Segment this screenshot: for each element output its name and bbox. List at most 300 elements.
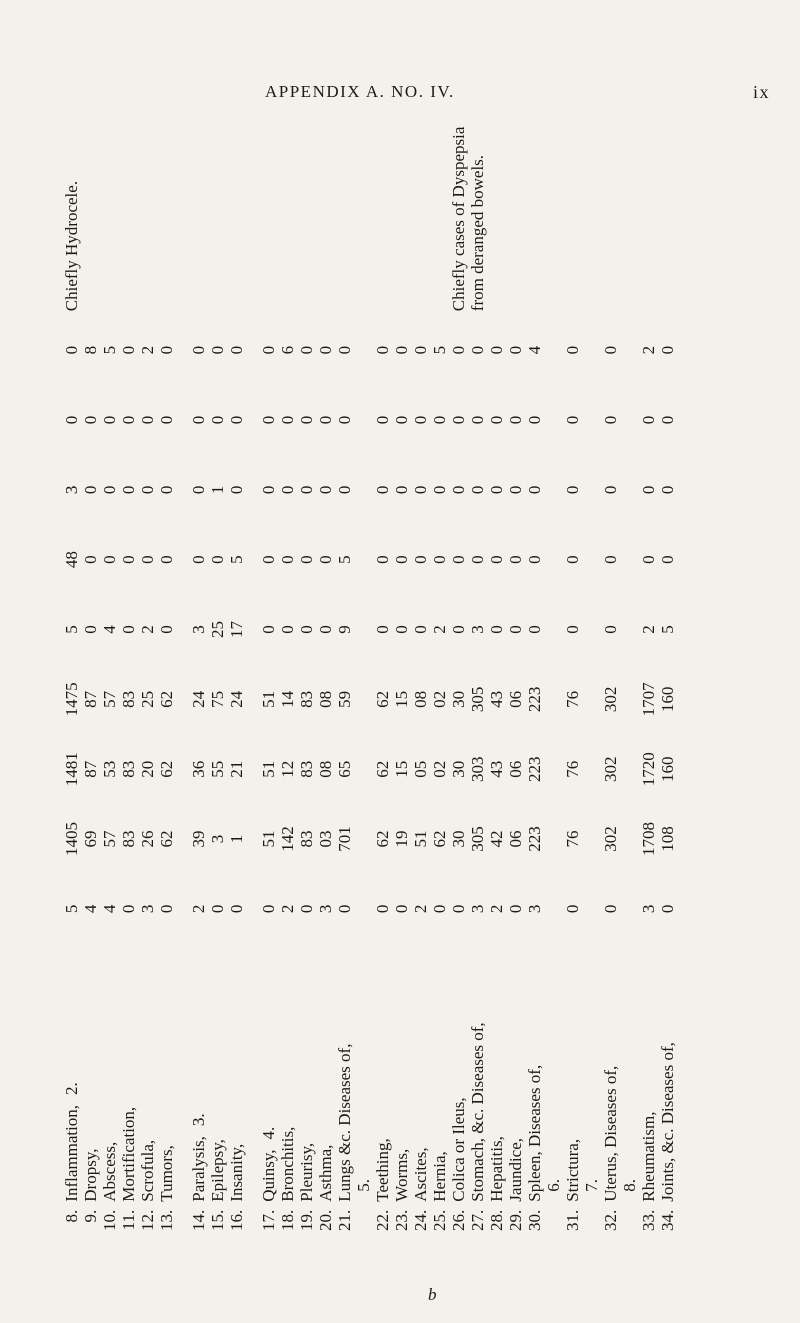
count-cell: 0 — [335, 485, 354, 495]
count-cell: 43 — [487, 690, 506, 708]
count-cell: 83 — [119, 830, 138, 848]
count-cell: 30 — [449, 690, 468, 708]
disease-label — [157, 944, 176, 1206]
count-cell: 26 — [138, 830, 157, 848]
disease-name: Teething, — [373, 1138, 392, 1202]
count-cell: 0 — [259, 485, 278, 495]
table-row — [278, 105, 297, 1245]
disease-name: Mortification, — [119, 1106, 138, 1202]
count-cell — [544, 315, 563, 385]
count-cell: 0 — [100, 485, 119, 495]
count-cell: 0 — [157, 485, 176, 495]
count-cell: 0 — [278, 555, 297, 564]
table-row — [335, 105, 354, 1245]
disease-name: Hernia, — [430, 1151, 449, 1202]
row-number: 8. — [62, 1209, 81, 1223]
row-number: 19. — [297, 1209, 316, 1231]
count-cell: 0 — [373, 555, 392, 564]
count-cell: 87 — [81, 760, 100, 778]
remarks-cell — [392, 105, 411, 315]
disease-name: Tumors, — [157, 1145, 176, 1202]
remarks-cell: from deranged bowels. — [468, 154, 487, 312]
count-cell: 1720 — [639, 752, 658, 787]
disease-name: Paralysis, — [189, 1136, 208, 1202]
count-cell: 62 — [373, 830, 392, 848]
count-cell — [582, 595, 601, 665]
count-cell: 0 — [392, 904, 411, 914]
remarks-cell — [259, 105, 278, 315]
count-cell: 0 — [316, 555, 335, 564]
remarks-cell: Chiefly cases of Dyspepsia — [449, 126, 468, 312]
remarks-cell — [119, 105, 138, 315]
count-cell: 0 — [100, 555, 119, 564]
count-cell: 0 — [411, 625, 430, 634]
count-cell: 62 — [373, 690, 392, 708]
count-cell: 75 — [208, 690, 227, 708]
count-cell — [544, 595, 563, 665]
count-cell — [544, 385, 563, 455]
count-cell — [354, 525, 373, 595]
count-cell: 4 — [81, 904, 100, 914]
count-cell: 69 — [81, 830, 100, 848]
count-cell: 0 — [658, 345, 677, 355]
count-cell: 0 — [335, 904, 354, 914]
count-cell: 0 — [189, 415, 208, 425]
disease-label — [316, 944, 335, 1206]
count-cell: 0 — [392, 555, 411, 564]
count-cell: 76 — [563, 690, 582, 708]
remarks-cell — [430, 105, 449, 315]
count-cell: 3 — [525, 904, 544, 914]
count-cell: 20 — [138, 760, 157, 778]
count-cell — [582, 734, 601, 804]
row-number: 28. — [487, 1209, 506, 1231]
count-cell: 0 — [297, 904, 316, 914]
remarks-cell — [658, 105, 677, 315]
disease-label — [354, 944, 373, 1206]
count-cell: 0 — [373, 904, 392, 914]
disease-label — [81, 944, 100, 1206]
disease-name: Joints, &c. Diseases of, — [658, 1042, 677, 1202]
count-cell: 0 — [563, 485, 582, 495]
remarks-cell — [81, 105, 100, 315]
count-cell: 0 — [335, 345, 354, 355]
table-body — [62, 105, 677, 1245]
table-row — [544, 105, 563, 1245]
count-cell — [620, 804, 639, 874]
table-row — [506, 105, 525, 1245]
count-cell: 223 — [525, 756, 544, 782]
count-cell: 08 — [316, 690, 335, 708]
count-cell: 0 — [487, 485, 506, 495]
count-cell: 0 — [601, 485, 620, 495]
count-cell: 0 — [138, 485, 157, 495]
category-number: 5. — [354, 1178, 373, 1192]
count-cell: 0 — [157, 904, 176, 914]
count-cell: 2 — [639, 625, 658, 634]
remarks-cell — [639, 105, 658, 315]
disease-label — [100, 944, 119, 1206]
count-cell: 2 — [138, 345, 157, 355]
count-cell: 0 — [525, 555, 544, 564]
row-number: 23. — [392, 1209, 411, 1231]
disease-label — [582, 944, 601, 1206]
remarks-cell: Chiefly Hydrocele. — [62, 180, 81, 312]
remarks-cell — [601, 105, 620, 315]
row-number — [544, 1206, 563, 1245]
page-number: ix — [752, 82, 770, 102]
count-cell: 62 — [430, 830, 449, 848]
count-cell: 0 — [157, 345, 176, 355]
count-cell: 0 — [157, 625, 176, 634]
disease-label — [639, 944, 658, 1206]
count-cell: 0 — [259, 555, 278, 564]
count-cell: 0 — [189, 485, 208, 495]
count-cell: 0 — [601, 904, 620, 914]
category-number: 8. — [620, 1178, 639, 1192]
count-cell: 0 — [189, 555, 208, 564]
count-cell: 59 — [335, 690, 354, 708]
count-cell: 0 — [316, 625, 335, 634]
row-number: 20. — [316, 1209, 335, 1231]
spacer-cell — [176, 105, 189, 1245]
disease-label — [189, 944, 208, 1206]
count-cell: 0 — [411, 555, 430, 564]
disease-label — [544, 944, 563, 1206]
table-row — [639, 105, 658, 1245]
count-cell: 25 — [138, 690, 157, 708]
row-number — [620, 1206, 639, 1245]
count-cell: 2 — [138, 625, 157, 634]
count-cell: 15 — [392, 760, 411, 778]
count-cell: 5 — [62, 904, 81, 914]
remarks-cell — [354, 105, 373, 315]
count-cell: 65 — [335, 760, 354, 778]
count-cell: 03 — [316, 830, 335, 848]
count-cell: 0 — [506, 904, 525, 914]
count-cell — [620, 874, 639, 944]
table-row — [354, 105, 373, 1245]
disease-label — [208, 944, 227, 1206]
count-cell: 0 — [119, 485, 138, 495]
count-cell: 0 — [411, 415, 430, 425]
remarks-cell — [189, 105, 208, 315]
disease-label — [449, 944, 468, 1206]
count-cell: 51 — [259, 830, 278, 848]
table-row — [601, 105, 620, 1245]
disease-name: Bronchitis, — [278, 1126, 297, 1202]
disease-name: Jaundice, — [506, 1137, 525, 1202]
count-cell: 0 — [506, 555, 525, 564]
disease-name: Inflammation, — [62, 1104, 81, 1202]
disease-label — [487, 944, 506, 1206]
count-cell: 0 — [119, 904, 138, 914]
row-number: 31. — [563, 1209, 582, 1231]
count-cell: 142 — [278, 826, 297, 852]
disease-name: Uterus, Diseases of, — [601, 1065, 620, 1202]
disease-label — [119, 944, 138, 1206]
count-cell: 17 — [227, 621, 246, 639]
count-cell: 39 — [189, 830, 208, 848]
count-cell: 3 — [468, 904, 487, 914]
row-number: 29. — [506, 1209, 525, 1231]
disease-label — [278, 944, 297, 1206]
row-number — [354, 1206, 373, 1245]
count-cell — [354, 734, 373, 804]
table-row — [373, 105, 392, 1245]
count-cell: 0 — [449, 415, 468, 425]
table-row — [208, 105, 227, 1245]
count-cell: 83 — [297, 690, 316, 708]
disease-name: Abscess, — [100, 1141, 119, 1202]
count-cell: 0 — [487, 625, 506, 634]
count-cell: 0 — [373, 485, 392, 495]
remarks-cell — [157, 105, 176, 315]
category-number: 3. — [189, 1113, 208, 1127]
count-cell: 36 — [189, 760, 208, 778]
count-cell: 0 — [81, 415, 100, 425]
count-cell: 62 — [157, 760, 176, 778]
count-cell: 02 — [430, 760, 449, 778]
count-cell: 0 — [449, 904, 468, 914]
table-row — [297, 105, 316, 1245]
count-cell: 0 — [297, 345, 316, 355]
count-cell — [582, 385, 601, 455]
count-cell — [620, 385, 639, 455]
count-cell: 48 — [62, 551, 81, 569]
count-cell: 2 — [411, 904, 430, 914]
count-cell: 0 — [392, 485, 411, 495]
count-cell: 0 — [658, 485, 677, 495]
count-cell: 0 — [316, 485, 335, 495]
disease-name: Colica or Ileus, — [449, 1097, 468, 1202]
count-cell: 0 — [208, 345, 227, 355]
disease-label — [259, 944, 278, 1206]
count-cell: 160 — [658, 686, 677, 713]
count-cell: 2 — [639, 345, 658, 355]
count-cell: 302 — [601, 756, 620, 782]
count-cell — [582, 874, 601, 944]
count-cell: 0 — [487, 415, 506, 425]
count-cell: 02 — [430, 690, 449, 708]
count-cell: 0 — [297, 485, 316, 495]
count-cell — [354, 874, 373, 944]
count-cell: 1 — [227, 834, 246, 844]
count-cell: 5 — [335, 555, 354, 564]
count-cell: 223 — [525, 826, 544, 852]
remarks-cell — [487, 105, 506, 315]
count-cell: 0 — [62, 345, 81, 355]
disease-name: Hepatitis, — [487, 1136, 506, 1202]
count-cell: 0 — [563, 415, 582, 425]
count-cell: 0 — [639, 555, 658, 564]
count-cell: 3 — [208, 834, 227, 844]
count-cell: 0 — [639, 415, 658, 425]
table-row — [138, 105, 157, 1245]
disease-label — [227, 944, 246, 1206]
row-number: 16. — [227, 1209, 246, 1231]
disease-label — [601, 944, 620, 1206]
rotated-table-wrapper — [62, 105, 762, 1245]
count-cell: 0 — [278, 485, 297, 495]
count-cell: 0 — [506, 345, 525, 355]
count-cell — [544, 664, 563, 734]
count-cell: 0 — [138, 415, 157, 425]
table-row — [81, 105, 100, 1245]
count-cell: 223 — [525, 686, 544, 713]
disease-name: Insanity, — [227, 1143, 246, 1202]
signature-mark: b — [428, 1285, 437, 1304]
count-cell — [620, 595, 639, 665]
table-row — [487, 105, 506, 1245]
disease-name: Epilepsy, — [208, 1139, 227, 1202]
count-cell: 0 — [430, 485, 449, 495]
remarks-cell — [525, 105, 544, 315]
table-row — [189, 105, 208, 1245]
remarks-cell — [544, 105, 563, 315]
table-row — [582, 105, 601, 1245]
disease-label — [563, 944, 582, 1206]
row-number — [582, 1206, 601, 1245]
row-number: 30. — [525, 1209, 544, 1231]
count-cell: 5 — [100, 345, 119, 355]
remarks-cell — [411, 105, 430, 315]
count-cell: 0 — [601, 345, 620, 355]
count-cell: 0 — [208, 555, 227, 564]
table-row — [525, 105, 544, 1245]
remarks-cell — [335, 105, 354, 315]
running-head-title: APPENDIX A. NO. IV. — [265, 82, 455, 101]
count-cell: 0 — [430, 415, 449, 425]
count-cell: 0 — [449, 625, 468, 634]
count-cell: 5 — [227, 555, 246, 564]
table-row — [620, 105, 639, 1245]
remarks-cell — [278, 105, 297, 315]
count-cell — [354, 315, 373, 385]
row-number: 9. — [81, 1209, 100, 1223]
table-row — [259, 105, 278, 1245]
count-cell: 0 — [373, 625, 392, 634]
table-row — [62, 105, 81, 1245]
count-cell: 4 — [525, 345, 544, 355]
row-number: 13. — [157, 1209, 176, 1231]
count-cell: 3 — [138, 904, 157, 914]
count-cell: 0 — [601, 415, 620, 425]
count-cell: 0 — [468, 485, 487, 495]
count-cell: 25 — [208, 621, 227, 639]
count-cell: 0 — [316, 415, 335, 425]
row-number: 33. — [639, 1209, 658, 1231]
count-cell: 0 — [119, 415, 138, 425]
count-cell: 1481 — [62, 752, 81, 787]
count-cell: 0 — [297, 555, 316, 564]
category-number: 2. — [62, 1082, 81, 1095]
count-cell: 51 — [411, 830, 430, 848]
disease-label — [138, 944, 157, 1206]
count-cell: 0 — [157, 555, 176, 564]
count-cell: 0 — [81, 625, 100, 634]
remarks-cell — [100, 105, 119, 315]
category-number: 4. — [259, 1126, 278, 1140]
table-row — [563, 105, 582, 1245]
disease-label — [468, 944, 487, 1206]
count-cell: 0 — [259, 904, 278, 914]
disease-label — [430, 944, 449, 1206]
count-cell: 12 — [278, 760, 297, 778]
disease-name: Ascites, — [411, 1147, 430, 1202]
row-spacer — [176, 105, 189, 1245]
table-row — [658, 105, 677, 1245]
count-cell: 51 — [259, 760, 278, 778]
count-cell: 0 — [189, 345, 208, 355]
count-cell: 83 — [119, 760, 138, 778]
count-cell: 0 — [525, 625, 544, 634]
count-cell: 0 — [563, 555, 582, 564]
row-number: 11. — [119, 1209, 138, 1231]
count-cell: 0 — [259, 625, 278, 634]
disease-name: Rheumatism, — [639, 1111, 658, 1202]
count-cell: 83 — [119, 690, 138, 708]
count-cell — [582, 455, 601, 525]
count-cell: 06 — [506, 830, 525, 848]
row-number: 18. — [278, 1209, 297, 1231]
row-number: 15. — [208, 1209, 227, 1231]
count-cell: 14 — [278, 690, 297, 708]
table-row — [392, 105, 411, 1245]
row-spacer — [246, 105, 259, 1245]
count-cell: 1405 — [62, 822, 81, 857]
count-cell: 0 — [506, 485, 525, 495]
count-cell: 0 — [506, 415, 525, 425]
row-number: 17. — [259, 1209, 278, 1231]
disease-label — [506, 944, 525, 1206]
count-cell: 24 — [189, 690, 208, 708]
count-cell: 0 — [468, 415, 487, 425]
count-cell: 0 — [81, 485, 100, 495]
category-number: 7. — [582, 1178, 601, 1192]
count-cell: 0 — [449, 555, 468, 564]
count-cell: 21 — [227, 760, 246, 778]
count-cell: 5 — [430, 345, 449, 355]
count-cell: 0 — [601, 625, 620, 634]
count-cell: 0 — [227, 415, 246, 425]
count-cell: 0 — [563, 345, 582, 355]
count-cell: 0 — [487, 345, 506, 355]
count-cell: 0 — [658, 415, 677, 425]
count-cell: 15 — [392, 690, 411, 708]
count-cell: 0 — [411, 345, 430, 355]
count-cell — [354, 595, 373, 665]
count-cell: 0 — [335, 415, 354, 425]
count-cell: 1 — [208, 485, 227, 495]
count-cell: 0 — [119, 555, 138, 564]
count-cell: 08 — [411, 690, 430, 708]
table-row — [100, 105, 119, 1245]
count-cell: 1708 — [639, 822, 658, 857]
table-row — [449, 105, 468, 1245]
count-cell — [582, 664, 601, 734]
count-cell: 0 — [119, 625, 138, 634]
count-cell: 0 — [373, 345, 392, 355]
table-row — [411, 105, 430, 1245]
count-cell: 1707 — [639, 682, 658, 717]
count-cell — [582, 804, 601, 874]
count-cell: 76 — [563, 760, 582, 778]
remarks-cell — [227, 105, 246, 315]
row-number: 10. — [100, 1209, 119, 1231]
count-cell: 0 — [601, 555, 620, 564]
count-cell: 2 — [278, 904, 297, 914]
